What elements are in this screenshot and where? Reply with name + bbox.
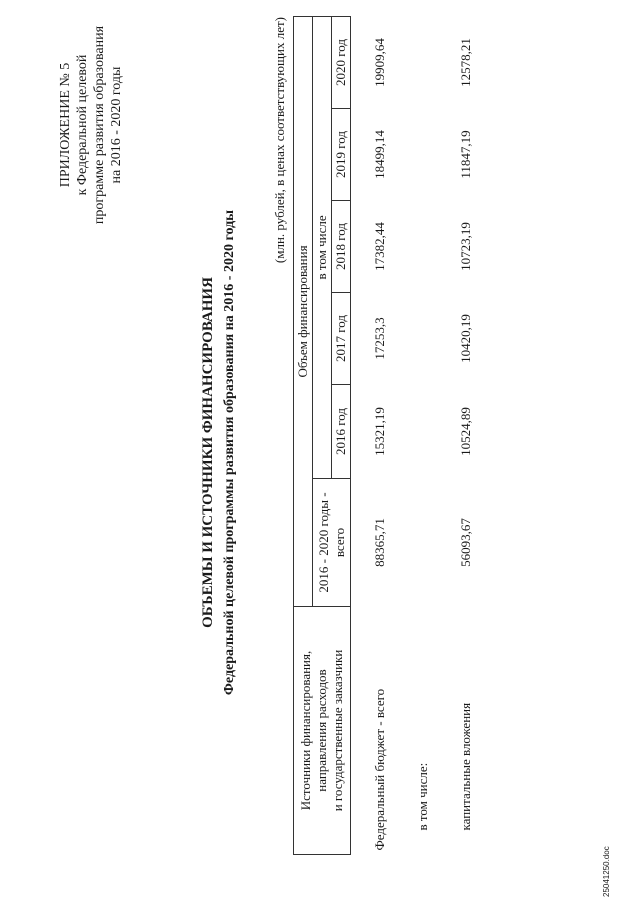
cell-value: 11847,19 — [458, 130, 473, 179]
header-year: 2018 год — [332, 201, 351, 293]
row-label: Федеральный бюджет - всего — [372, 688, 387, 851]
cell-value: 10420,19 — [458, 314, 473, 363]
units-note: (млн. рублей, в ценах соответствующих лет) — [272, 17, 287, 264]
cell-value: 18499,14 — [372, 130, 387, 179]
document-title: ОБЪЕМЫ И ИСТОЧНИКИ ФИНАНСИРОВАНИЯ — [200, 277, 216, 628]
header-year: 2019 год — [332, 109, 351, 201]
header-year: 2016 год — [332, 385, 351, 479]
header-year: 2020 год — [332, 16, 351, 108]
appendix-block — [57, 0, 125, 255]
cell-total: 56093,67 — [458, 518, 473, 567]
header-total-line: всего — [331, 527, 347, 558]
header-total — [313, 479, 351, 607]
document-subtitle: Федеральной целевой программы развития образования на 2016 - 2020 годы — [222, 209, 237, 696]
header-source — [294, 607, 351, 855]
header-year: 2017 год — [332, 293, 351, 385]
header-source-line: и государственные заказчики — [330, 649, 345, 812]
cell-value: 15321,19 — [372, 407, 387, 456]
cell-value: 17253,3 — [372, 317, 387, 360]
header-including: в том числе — [313, 16, 332, 478]
table-row — [409, 16, 437, 854]
header-total-line: 2016 - 2020 годы - — [315, 492, 331, 593]
cell-value: 10723,19 — [458, 222, 473, 271]
header-source-line: направления расходов — [314, 669, 329, 792]
appendix-line: к Федеральной целевой — [75, 54, 90, 196]
header-source-line: Источники финансирования, — [298, 650, 313, 811]
table-row — [351, 16, 410, 854]
appendix-line: ПРИЛОЖЕНИЕ № 5 — [58, 62, 73, 188]
file-footer: 25041250.doc — [602, 846, 611, 897]
row-label: в том числе: — [415, 762, 430, 831]
header-volume: Объем финансирования — [294, 16, 313, 606]
cell-value: 19909,64 — [372, 38, 387, 87]
cell-total: 88365,71 — [372, 518, 387, 567]
table-row — [437, 16, 495, 854]
cell-value: 10524,89 — [458, 407, 473, 456]
cell-value: 17382,44 — [372, 222, 387, 271]
row-label: капитальные вложения — [458, 702, 473, 831]
appendix-line: программе развития образования — [92, 25, 107, 225]
financing-table — [293, 16, 495, 855]
appendix-line: на 2016 - 2020 годы — [109, 66, 124, 184]
cell-value: 12578,21 — [458, 38, 473, 87]
